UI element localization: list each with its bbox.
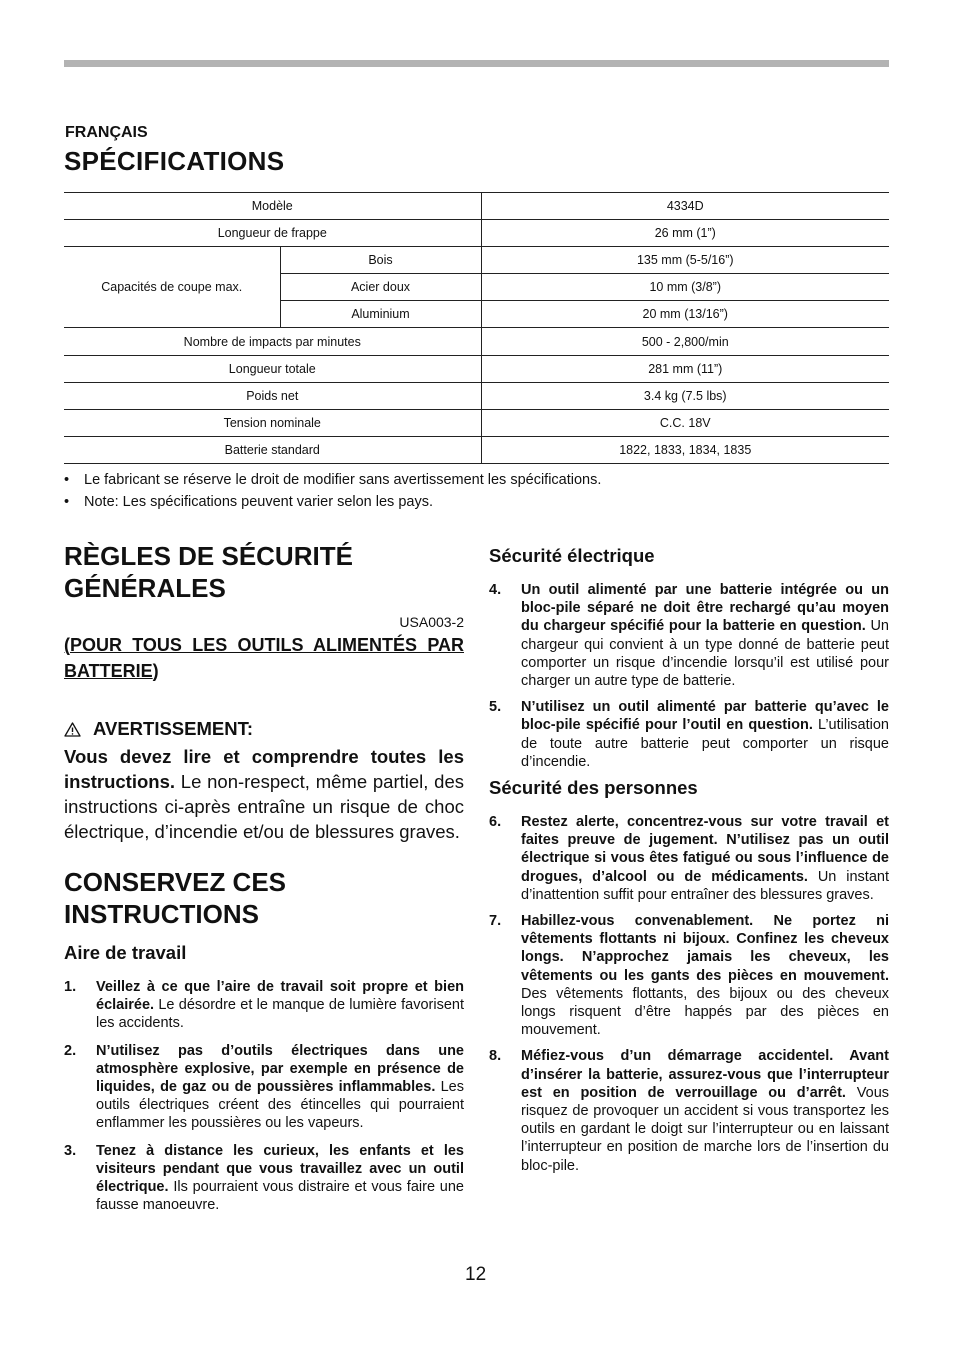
bullet: • bbox=[64, 472, 70, 488]
section-title-line: GÉNÉRALES bbox=[64, 573, 226, 603]
list-item bbox=[64, 1042, 464, 1133]
section-title bbox=[64, 540, 464, 604]
item-number: 2. bbox=[64, 1042, 77, 1059]
table-cell-label: Longueur totale bbox=[64, 356, 481, 383]
item-number: 7. bbox=[489, 913, 502, 930]
item-bold: Un outil alimenté par une batterie intégrée ou un bloc-pile séparé ne doit être rechargé qu’au moyen du chargeur spécifié pour la batterie en question. bbox=[521, 582, 889, 635]
list-item bbox=[489, 813, 889, 904]
item-text: Un chargeur qui convient à un type donné de batterie peut comporter un risque d’incendie lorsqu’il est utilisé pour charger un autre type de batterie. bbox=[521, 618, 889, 690]
note-text: Le fabricant se réserve le droit de modifier sans avertissement les spécifications. bbox=[84, 472, 602, 488]
table-cell-value: 10 mm (3/8”) bbox=[481, 274, 889, 301]
bullet: • bbox=[64, 494, 70, 510]
table-row bbox=[64, 193, 889, 220]
item-text: Un instant d’inattention suffit pour entraîner des blessures graves. bbox=[521, 868, 889, 903]
item-bold: Veillez à ce que l’aire de travail soit propre et bien éclairée. bbox=[96, 979, 464, 1014]
right-column bbox=[489, 545, 889, 1175]
table-cell-material: Bois bbox=[280, 247, 481, 274]
list-item bbox=[489, 1047, 889, 1174]
warning-heading bbox=[64, 718, 464, 740]
numbered-list bbox=[489, 581, 889, 771]
warning-text bbox=[64, 744, 464, 844]
list-item bbox=[489, 581, 889, 690]
spec-notes bbox=[64, 469, 601, 513]
table-cell-label: Tension nominale bbox=[64, 410, 481, 437]
item-text: L’utilisation de toute autre batterie peut comporter un risque d’incendie. bbox=[521, 717, 889, 770]
paren-open: ( bbox=[64, 635, 70, 655]
subsection-heading: Sécurité des personnes bbox=[489, 777, 698, 799]
item-number: 3. bbox=[64, 1142, 77, 1159]
section-title-line: RÈGLES DE SÉCURITÉ bbox=[64, 541, 353, 571]
table-cell-value: 281 mm (11”) bbox=[481, 356, 889, 383]
item-text: Le désordre et le manque de lumière favorisent les accidents. bbox=[96, 997, 464, 1032]
section-title-line: INSTRUCTIONS bbox=[64, 899, 259, 929]
table-cell-value: 4334D bbox=[481, 193, 889, 220]
table-cell-value: 135 mm (5-5/16”) bbox=[481, 247, 889, 274]
list-item bbox=[489, 698, 889, 771]
numbered-list bbox=[64, 978, 464, 1214]
item-number: 4. bbox=[489, 582, 502, 598]
table-row bbox=[64, 247, 889, 274]
item-bold: N’utilisez un outil alimenté par batterie qu’avec le bloc-pile spécifié pour l’outil en question. bbox=[521, 699, 889, 734]
top-rule bbox=[64, 60, 889, 67]
table-cell-material: Acier doux bbox=[280, 274, 481, 301]
page-title: SPÉCIFICATIONS bbox=[64, 146, 285, 176]
table-cell-value: 26 mm (1”) bbox=[481, 220, 889, 247]
spec-table bbox=[64, 192, 889, 464]
table-cell-value: 20 mm (13/16”) bbox=[481, 301, 889, 328]
item-text: Vous risquez de provoquer un accident si vous transportez les outils en gardant le doigt sur l’interrupteur ou en laissant l’interrupteur en position de marche lors de l’insertion du bloc-pile. bbox=[521, 1084, 890, 1174]
item-number: 6. bbox=[489, 814, 502, 831]
table-row bbox=[64, 356, 889, 383]
item-number: 5. bbox=[489, 699, 502, 716]
table-cell-value: C.C. 18V bbox=[481, 410, 889, 437]
table-cell-label: Poids net bbox=[64, 383, 481, 410]
warning-bold: Vous devez lire et comprendre toutes les instructions. bbox=[64, 746, 464, 792]
section-subtitle bbox=[64, 632, 464, 684]
item-bold: Méfiez-vous d’un démarrage accidentel. Avant d’insérer la batterie, assurez-vous que l’interrupteur est en position de verrouillage ou d’arrêt. bbox=[521, 1048, 889, 1101]
list-item bbox=[64, 1142, 464, 1215]
list-item bbox=[64, 978, 464, 1033]
language-label: FRANÇAIS bbox=[65, 124, 148, 141]
table-cell-material: Aluminium bbox=[280, 301, 481, 328]
numbered-list bbox=[489, 813, 889, 1175]
item-bold: Restez alerte, concentrez-vous sur votre travail et faites preuve de jugement. N’utilisez pas un outil électrique si vous êtes fatigué ou sous l’influence de drogues, d’alcool ou de médicaments. bbox=[521, 814, 889, 885]
item-bold: Tenez à distance les curieux, les enfants et les visiteurs pendant que vous travaillez avec un outil électrique. bbox=[96, 1142, 464, 1196]
list-item bbox=[64, 491, 601, 513]
item-bold: Habillez-vous convenablement. Ne portez ni vêtements flottants ni bijoux. Confinez les cheveux longs. N’approchez jamais les cheveux, les vêtements ou les gants des pièces en mouvement. bbox=[521, 913, 889, 984]
item-number: 8. bbox=[489, 1048, 502, 1065]
table-cell-value: 500 - 2,800/min bbox=[481, 328, 889, 356]
item-number: 1. bbox=[64, 979, 77, 995]
item-text: Les outils électriques créent des étincelles qui pourraient enflammer les poussières ou les vapeurs. bbox=[96, 1079, 464, 1132]
left-column bbox=[64, 540, 464, 1214]
table-cell-value: 3.4 kg (7.5 lbs) bbox=[481, 383, 889, 410]
warning-icon bbox=[64, 722, 81, 737]
table-cell-value: 1822, 1833, 1834, 1835 bbox=[481, 437, 889, 464]
table-row bbox=[64, 220, 889, 247]
subsection-heading: Sécurité électrique bbox=[489, 545, 655, 566]
subtitle-text: POUR TOUS LES OUTILS ALIMENTÉS PAR BATTERIE bbox=[64, 635, 464, 681]
keep-instructions-title bbox=[64, 866, 464, 930]
page-number: 12 bbox=[465, 1264, 487, 1285]
section-title-line: CONSERVEZ CES bbox=[64, 867, 287, 897]
table-cell-label: Modèle bbox=[64, 193, 481, 220]
table-cell-label: Longueur de frappe bbox=[64, 220, 481, 247]
table-row bbox=[64, 383, 889, 410]
table-row bbox=[64, 410, 889, 437]
table-cell-label: Capacités de coupe max. bbox=[64, 247, 280, 328]
list-item bbox=[64, 469, 601, 491]
item-bold: N’utilisez pas d’outils électriques dans une atmosphère explosive, par exemple en présence de liquides, de gaz ou de poussières inflammables. bbox=[96, 1042, 464, 1096]
table-cell-label: Nombre de impacts par minutes bbox=[64, 328, 481, 356]
paren-close: ) bbox=[152, 661, 159, 681]
table-row bbox=[64, 328, 889, 356]
item-text: Ils pourraient vous distraire et vous faire une fausse manoeuvre. bbox=[96, 1179, 464, 1214]
warning-rest: Le non-respect, même partiel, des instructions ci-après entraîne un risque de choc électrique, d’incendie et/ou de blessures graves. bbox=[64, 771, 464, 842]
list-item bbox=[489, 912, 889, 1039]
warning-heading-text: AVERTISSEMENT: bbox=[93, 718, 254, 739]
subsection-heading: Aire de travail bbox=[64, 942, 187, 963]
table-row bbox=[64, 437, 889, 464]
item-text: Des vêtements flottants, des bijoux ou des cheveux longs risquent d’être happés par des pièces en mouvement. bbox=[521, 985, 889, 1039]
note-text: Note: Les spécifications peuvent varier selon les pays. bbox=[84, 494, 433, 510]
table-cell-label: Batterie standard bbox=[64, 437, 481, 464]
document-code: USA003-2 bbox=[399, 614, 464, 630]
